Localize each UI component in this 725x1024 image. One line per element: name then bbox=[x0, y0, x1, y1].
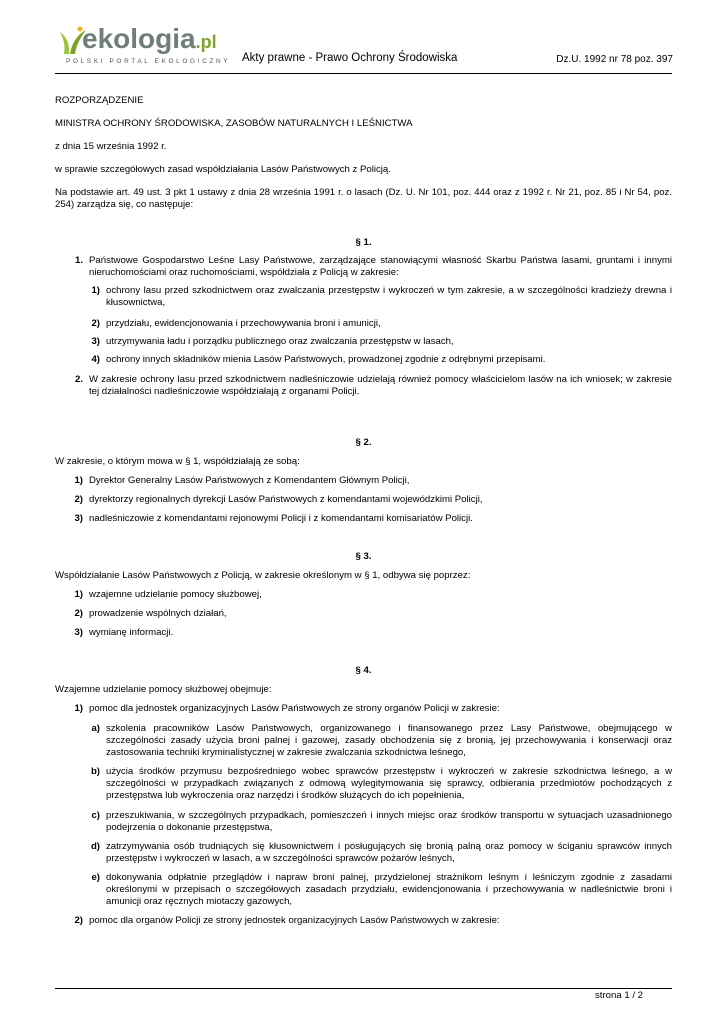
point-number: 1) bbox=[91, 285, 100, 296]
section-4-point-2: pomoc dla organów Policji ze strony jednostek organizacyjnych Lasów Państwowych w zakresie: bbox=[89, 915, 500, 926]
item-number: 2. bbox=[74, 374, 83, 385]
section-3-point-3: wymianę informacji. bbox=[89, 627, 174, 638]
point-number: 2) bbox=[74, 915, 83, 926]
section-2-lead: W zakresie, o którym mowa w § 1, współdziałają ze sobą: bbox=[55, 456, 300, 467]
section-1-item-2: W zakresie ochrony lasu przed szkodnictwem nadleśniczowie udzielają również pomocy właścicielom lasów na ich wniosek; w zakresie tej działalności nadleśniczowie współdziałają z organami Policji. bbox=[89, 374, 672, 397]
point-number: 3) bbox=[74, 513, 83, 524]
section-2-point-1: Dyrektor Generalny Lasów Państwowych z Komendantem Głównym Policji, bbox=[89, 475, 410, 486]
document-reference: Dz.U. 1992 nr 78 poz. 397 bbox=[556, 54, 673, 65]
act-type: ROZPORZĄDZENIE bbox=[55, 95, 144, 106]
section-2-point-2: dyrektorzy regionalnych dyrekcji Lasów Państwowych z komendantami wojewódzkimi Policji, bbox=[89, 494, 483, 505]
point-number: 3) bbox=[74, 627, 83, 638]
point-number: 2) bbox=[74, 494, 83, 505]
letter-number: e) bbox=[91, 872, 100, 883]
item-number: 1. bbox=[74, 255, 83, 266]
section-1-point-4: ochrony innych składników mienia Lasów Państwowych, prowadzonej zgodnie z odrębnymi przepisami. bbox=[106, 354, 546, 365]
section-4-letter-b: użycia środków przymusu bezpośredniego wobec sprawców przestępstw i wykroczeń w zakresie szkodnictwa leśnego, a w szczególności w przypadkach związanych z odmową wylegitymowania się sprawcy, odbierania przedmiotów pochodzących z przestępstwa lub wykroczenia oraz narzędzi i środków służących do ich popełnienia, bbox=[106, 766, 672, 801]
footer-divider bbox=[55, 988, 672, 989]
section-3-title: § 3. bbox=[355, 551, 372, 562]
header-title: Akty prawne - Prawo Ochrony Środowiska bbox=[242, 52, 458, 64]
letter-number: d) bbox=[90, 841, 100, 852]
logo-wordmark: ekologia.pl bbox=[82, 23, 217, 54]
section-4-letter-e: dokonywania odpłatnie przeglądów i napraw broni palnej, przydzielonej strażnikom leśnym i leśniczym zgodnie z zasadami określonymi w przepisach o szczegółowych zasadach przydziału, ewidencjonowania i przechowywania w nadleśnictwie broni i amunicji oraz ręcznych miotaczy gazowych, bbox=[106, 872, 672, 907]
section-1-item-1: Państwowe Gospodarstwo Leśne Lasy Państwowe, zarządzające stanowiącymi własność Skarbu Państwa lasami, gruntami i innymi nieruchomościami oraz ruchomościami, współdziała z Policją w zakresie: bbox=[89, 255, 672, 278]
section-4-letter-d: zatrzymywania osób trudniących się kłusownictwem i posługujących się bronią palną oraz pomocy w ściganiu sprawców innych przestępstw i wykroczeń w lasach, a w szczególności sprawców pożarów leśnych, bbox=[106, 841, 672, 864]
act-subject: w sprawie szczegółowych zasad współdziałania Lasów Państwowych z Policją. bbox=[55, 164, 391, 175]
letter-number: c) bbox=[91, 810, 100, 821]
point-number: 2) bbox=[74, 608, 83, 619]
section-1-point-2: przydziału, ewidencjonowania i przechowywania broni i amunicji, bbox=[106, 318, 381, 329]
point-number: 1) bbox=[74, 475, 83, 486]
page-number: strona 1 / 2 bbox=[595, 990, 643, 1001]
point-number: 1) bbox=[74, 589, 83, 600]
ekologia-logo[interactable] bbox=[60, 22, 231, 72]
section-3-lead: Współdziałanie Lasów Państwowych z Policją, w zakresie określonym w § 1, odbywa się poprzez: bbox=[55, 570, 471, 581]
point-number: 3) bbox=[91, 336, 100, 347]
point-number: 1) bbox=[74, 703, 83, 714]
point-number: 2) bbox=[91, 318, 100, 329]
section-4-letter-a: szkolenia pracowników Lasów Państwowych, organizowanego i finansowanego przez Lasy Państwowe, obejmującego w szczególności zasady użycia broni palnej i gazowej, zasady obchodzenia się z bronią, jej przechowywania i konserwacji oraz zastosowania techniki kryminalistycznej w zakresie zwalczania szkodnictwa leśnego, bbox=[106, 723, 672, 758]
section-2-point-3: nadleśniczowie z komendantami rejonowymi Policji i z komendantami komisariatów Policji. bbox=[89, 513, 473, 524]
act-date: z dnia 15 września 1992 r. bbox=[55, 141, 167, 152]
section-4-letter-c: przeszukiwania, w szczególnych przypadkach, pomieszczeń i innych miejsc oraz środków transportu w sytuacjach uzasadnionego podejrzenia o dokonanie przestępstwa, bbox=[106, 810, 672, 833]
page-header bbox=[0, 0, 725, 80]
section-4-lead: Wzajemne udzielanie pomocy służbowej obejmuje: bbox=[55, 684, 272, 695]
section-2-title: § 2. bbox=[355, 437, 372, 448]
section-1-point-3: utrzymywania ładu i porządku publicznego oraz zwalczania przestępstw w lasach, bbox=[106, 336, 454, 347]
letter-number: a) bbox=[91, 723, 100, 734]
section-3-point-2: prowadzenie wspólnych działań, bbox=[89, 608, 227, 619]
section-3-point-1: wzajemne udzielanie pomocy służbowej, bbox=[89, 589, 262, 600]
section-4-title: § 4. bbox=[355, 665, 372, 676]
letter-number: b) bbox=[90, 766, 100, 777]
section-1-title: § 1. bbox=[355, 237, 372, 248]
section-4-point-1: pomoc dla jednostek organizacyjnych Lasów Państwowych ze strony organów Policji w zakresie: bbox=[89, 703, 500, 714]
logo-tagline: POLSKI PORTAL EKOLOGICZNY bbox=[66, 58, 231, 65]
legal-basis: Na podstawie art. 49 ust. 3 pkt 1 ustawy z dnia 28 września 1991 r. o lasach (Dz. U. Nr 101, poz. 444 oraz z 1992 r. Nr 21, poz. 85 i Nr 54, poz. 254) zarządza się, co następuje: bbox=[55, 187, 672, 210]
point-number: 4) bbox=[91, 354, 100, 365]
header-divider bbox=[55, 73, 672, 74]
section-1-point-1: ochrony lasu przed szkodnictwem oraz zwalczania przestępstw i wykroczeń w tym zakresie, a w szczególności kradzieży drewna i kłusownictwa, bbox=[106, 285, 672, 308]
act-authority: MINISTRA OCHRONY ŚRODOWISKA, ZASOBÓW NATURALNYCH I LEŚNICTWA bbox=[55, 118, 413, 129]
